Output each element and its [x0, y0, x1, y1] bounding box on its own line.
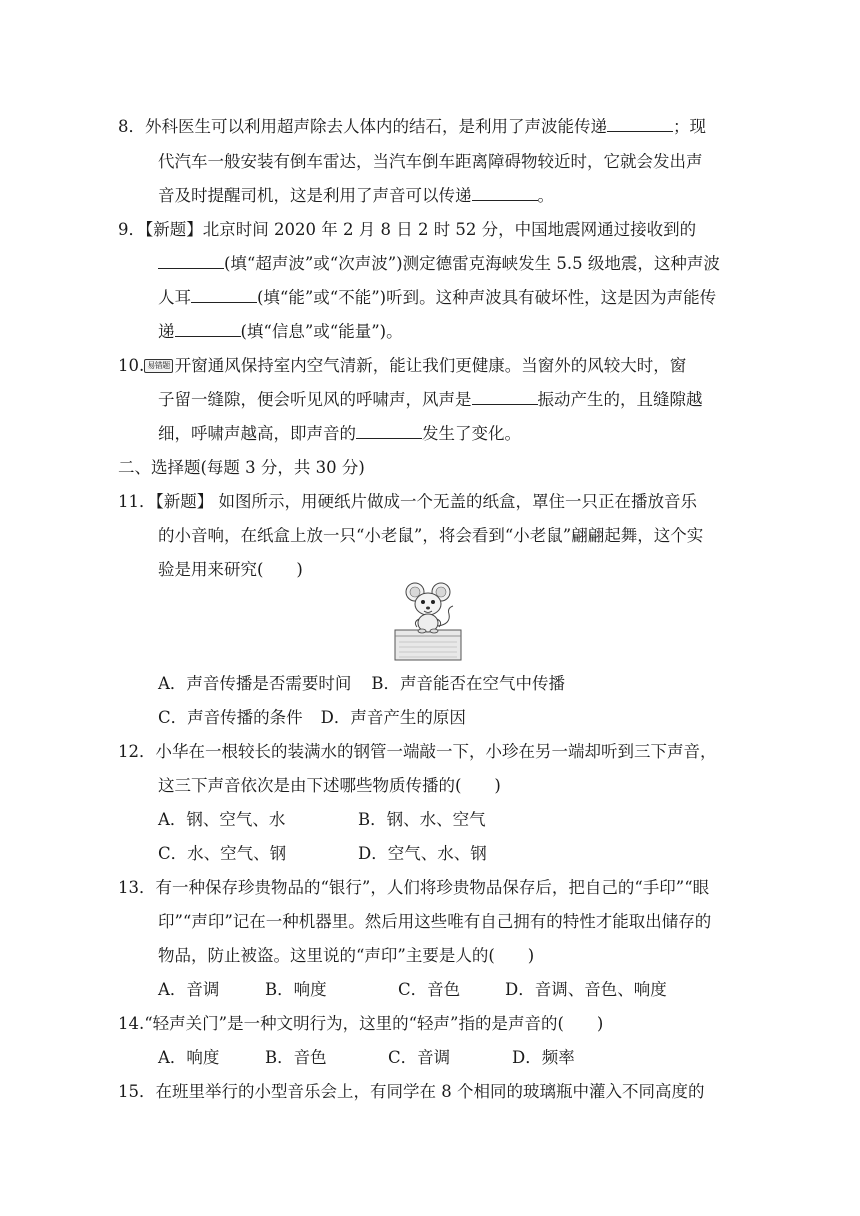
q13-option-d[interactable]: D．音调、音色、响度 — [505, 980, 667, 999]
q8-line-1: 8．外科医生可以利用超声除去人体内的结石，是利用了声波能传递 ；现 — [118, 117, 706, 136]
q11-line-2: 的小音响，在纸盒上放一只“小老鼠”，将会看到“小老鼠”翩翩起舞，这个实 — [158, 526, 704, 545]
q13-option-c[interactable]: C．音色 — [398, 980, 461, 999]
q11-line-1: 11．【新题】 如图所示，用硬纸片做成一个无盖的纸盒，罩住一只正在播放音乐 — [118, 492, 697, 511]
q14-option-d[interactable]: D．频率 — [512, 1048, 575, 1067]
q13-option-a[interactable]: A．音调 — [158, 980, 220, 999]
q13-line-1: 13．有一种保存珍贵物品的“银行”，人们将珍贵物品保存后，把自己的“手印”“眼 — [118, 878, 710, 897]
error-prone-badge: 易错题 — [144, 359, 173, 373]
answer-blank[interactable] — [175, 321, 241, 337]
option-a[interactable]: A．声音传播是否需要时间 — [158, 674, 352, 693]
answer-blank[interactable] — [158, 253, 224, 269]
q14-option-a[interactable]: A．响度 — [158, 1048, 220, 1067]
q13-option-b[interactable]: B．响度 — [265, 980, 327, 999]
q14-line-1: 14.“轻声关门”是一种文明行为，这里的“轻声”指的是声音的( ) — [118, 1014, 604, 1033]
q12-option-c[interactable]: C．水、空气、钢 — [158, 844, 287, 863]
q12-option-a[interactable]: A．钢、空气、水 — [158, 810, 286, 829]
q12-option-b[interactable]: B．钢、水、空气 — [358, 810, 486, 829]
q14-option-c[interactable]: C．音调 — [388, 1048, 451, 1067]
answer-blank[interactable] — [356, 423, 422, 439]
q10-line-2: 子留一缝隙，便会听见风的呼啸声，风声是 振动产生的，且缝隙越 — [158, 390, 703, 409]
q10-line-1: 10. 易错题 开窗通风保持室内空气清新，能让我们更健康。当窗外的风较大时，窗 — [118, 356, 687, 375]
q10-line-3: 细，呼啸声越高，即声音的 发生了变化。 — [158, 424, 521, 443]
option-b[interactable]: B．声音能否在空气中传播 — [371, 674, 566, 693]
q9-line-2: (填“超声波”或“次声波”)测定德雷克海峡发生 5.5 级地震，这种声波 — [158, 253, 720, 275]
q11-options-row-2 — [158, 707, 466, 729]
answer-blank[interactable] — [607, 116, 673, 132]
q9-line-3: 人耳 (填“能”或“不能”)听到。这种声波具有破坏性，这是因为声能传 — [158, 288, 717, 307]
option-c[interactable]: C．声音传播的条件 — [158, 708, 303, 727]
q12-option-d[interactable]: D．空气、水、钢 — [358, 844, 487, 863]
mouse-on-box-illustration — [393, 580, 463, 662]
mouse-icon — [393, 580, 463, 662]
q8-line-3: 音及时提醒司机，这是利用了声音可以传递 。 — [158, 186, 554, 205]
q14-option-b[interactable]: B．音色 — [265, 1048, 327, 1067]
answer-blank[interactable] — [472, 185, 538, 201]
answer-blank[interactable] — [472, 389, 538, 405]
q12-line-2: 这三下声音依次是由下述哪些物质传播的( ) — [158, 776, 501, 795]
q15-line-1: 15．在班里举行的小型音乐会上，有同学在 8 个相同的玻璃瓶中灌入不同高度的 — [118, 1082, 705, 1101]
q8-line-2: 代汽车一般安装有倒车雷达，当汽车倒车距离障碍物较近时，它就会发出声 — [158, 152, 703, 171]
section-heading: 二、选择题(每题 3 分，共 30 分) — [118, 458, 365, 477]
option-d[interactable]: D．声音产生的原因 — [320, 708, 466, 727]
q12-line-1: 12．小华在一根较长的装满水的钢管一端敲一下，小珍在另一端却听到三下声音， — [118, 742, 717, 761]
q9-line-4: 递 (填“信息”或“能量”)。 — [158, 322, 403, 341]
q13-line-3: 物品，防止被盗。这里说的“声印”主要是人的( ) — [158, 946, 535, 965]
q13-line-2: 印”“声印”记在一种机器里。然后用这些唯有自己拥有的特性才能取出储存的 — [158, 912, 712, 931]
q11-line-3: 验是用来研究( ) — [158, 560, 303, 579]
answer-blank[interactable] — [191, 287, 257, 303]
q11-options-row-1 — [158, 673, 565, 695]
q9-line-1: 9．【新题】北京时间 2020 年 2 月 8 日 2 时 52 分，中国地震网通过接收到的 — [118, 220, 697, 239]
